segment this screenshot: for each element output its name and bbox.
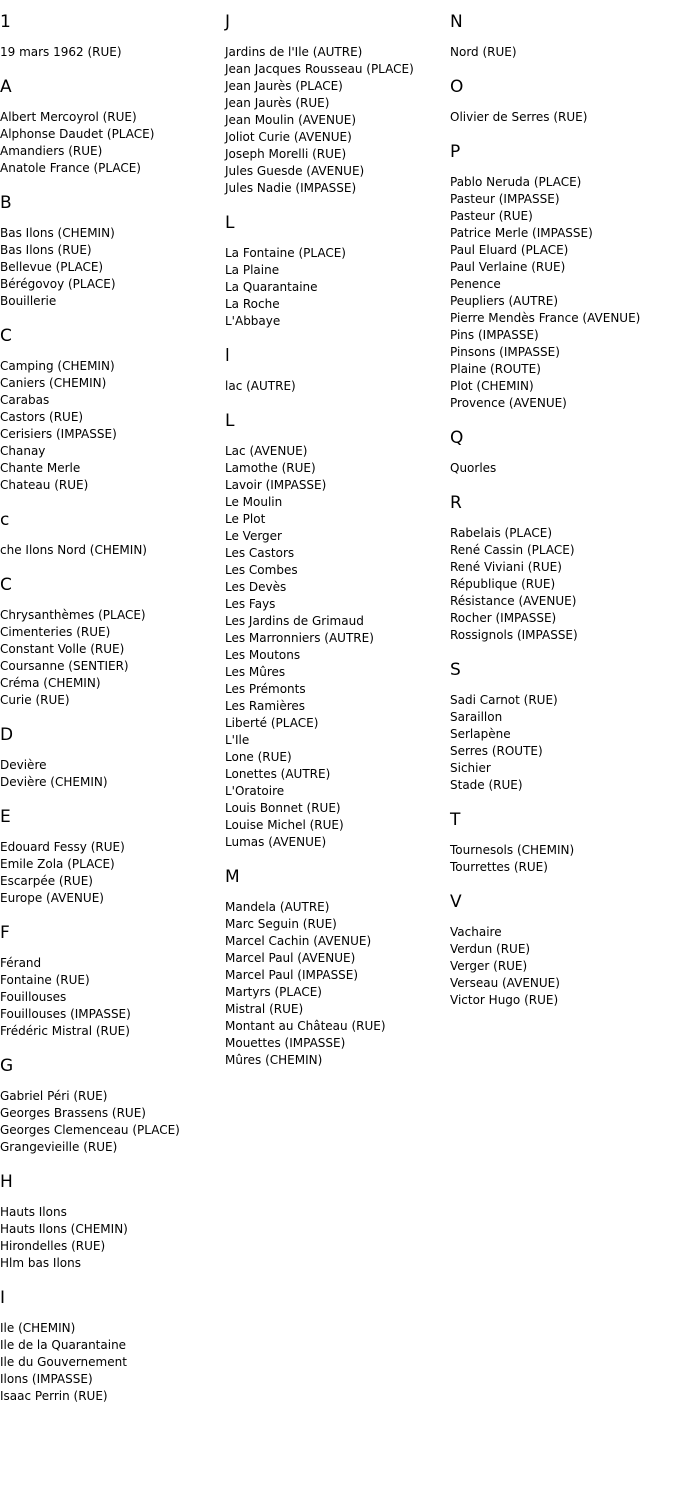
section-letter-heading: C bbox=[0, 326, 12, 346]
street-entry: Jean Jacques Rousseau (PLACE) bbox=[225, 62, 414, 76]
street-entry: Mouettes (IMPASSE) bbox=[225, 1036, 346, 1050]
street-entry: Bérégovoy (PLACE) bbox=[0, 277, 116, 291]
street-entry: Alphonse Daudet (PLACE) bbox=[0, 127, 155, 141]
letter-section bbox=[0, 807, 222, 907]
letter-section bbox=[225, 213, 447, 330]
street-entry: Sichier bbox=[450, 761, 491, 775]
street-entry: Chrysanthèmes (PLACE) bbox=[0, 608, 146, 622]
street-entry: che Ilons Nord (CHEMIN) bbox=[0, 543, 147, 557]
section-letter-heading: 1 bbox=[0, 12, 11, 32]
street-entry: Ilons (IMPASSE) bbox=[0, 1372, 93, 1386]
section-letter-heading: Q bbox=[450, 428, 464, 448]
street-entry: Georges Brassens (RUE) bbox=[0, 1106, 146, 1120]
street-entry: Louise Michel (RUE) bbox=[225, 818, 344, 832]
section-letter-heading: L bbox=[225, 411, 235, 431]
street-entry: Caniers (CHEMIN) bbox=[0, 376, 107, 390]
street-entry: Joseph Morelli (RUE) bbox=[225, 147, 347, 161]
section-letter-heading: I bbox=[0, 1288, 6, 1308]
street-entry: Pasteur (IMPASSE) bbox=[450, 192, 560, 206]
street-entry: Provence (AVENUE) bbox=[450, 396, 567, 410]
letter-section bbox=[450, 660, 672, 794]
street-entry: Lavoir (IMPASSE) bbox=[225, 478, 327, 492]
street-entry: Marcel Paul (AVENUE) bbox=[225, 951, 356, 965]
street-entry: Les Fays bbox=[225, 597, 276, 611]
street-entry: Tourrettes (RUE) bbox=[450, 860, 548, 874]
street-entry: Carabas bbox=[0, 393, 50, 407]
section-letter-heading: R bbox=[450, 493, 462, 513]
street-entry: Lonettes (AUTRE) bbox=[225, 767, 331, 781]
street-entry: Grangevieille (RUE) bbox=[0, 1140, 118, 1154]
street-entry: Marcel Cachin (AVENUE) bbox=[225, 934, 372, 948]
street-entry: Bas Ilons (RUE) bbox=[0, 243, 92, 257]
letter-section bbox=[0, 193, 222, 310]
section-letter-heading: B bbox=[0, 193, 12, 213]
letter-section bbox=[0, 923, 222, 1040]
street-entry: Férand bbox=[0, 956, 42, 970]
section-letter-heading: H bbox=[0, 1172, 13, 1192]
street-entry: Pierre Mendès France (AVENUE) bbox=[450, 311, 641, 325]
street-entry: Liberté (PLACE) bbox=[225, 716, 319, 730]
street-entry: Le Moulin bbox=[225, 495, 283, 509]
street-entry: Lac (AVENUE) bbox=[225, 444, 308, 458]
street-entry: Les Marronniers (AUTRE) bbox=[225, 631, 374, 645]
section-letter-heading: P bbox=[450, 142, 461, 162]
street-entry: Les Combes bbox=[225, 563, 298, 577]
street-entry: Frédéric Mistral (RUE) bbox=[0, 1024, 130, 1038]
letter-section bbox=[0, 326, 222, 494]
street-entry: Le Verger bbox=[225, 529, 282, 543]
street-entry: Cimenteries (RUE) bbox=[0, 625, 111, 639]
index-column-1 bbox=[0, 12, 222, 1421]
street-entry: Serlapène bbox=[450, 727, 511, 741]
letter-section bbox=[450, 892, 672, 1009]
letter-section bbox=[0, 510, 222, 559]
street-entry: Nord (RUE) bbox=[450, 45, 517, 59]
street-entry: Les Moutons bbox=[225, 648, 301, 662]
street-entry: Fouillouses bbox=[0, 990, 67, 1004]
street-entry: Camping (CHEMIN) bbox=[0, 359, 115, 373]
letter-section bbox=[450, 493, 672, 644]
street-entry: Edouard Fessy (RUE) bbox=[0, 840, 125, 854]
street-entry: Lamothe (RUE) bbox=[225, 461, 316, 475]
street-entry: René Cassin (PLACE) bbox=[450, 543, 575, 557]
section-letter-heading: c bbox=[0, 510, 10, 530]
street-entry: Jean Moulin (AVENUE) bbox=[225, 113, 357, 127]
street-entry: Bouillerie bbox=[0, 294, 57, 308]
street-entry: Vachaire bbox=[450, 925, 502, 939]
street-entry: Olivier de Serres (RUE) bbox=[450, 110, 588, 124]
section-letter-heading: O bbox=[450, 77, 464, 97]
street-entry: Martyrs (PLACE) bbox=[225, 985, 322, 999]
street-entry: Les Mûres bbox=[225, 665, 286, 679]
street-entry: Anatole France (PLACE) bbox=[0, 161, 141, 175]
street-entry: Les Prémonts bbox=[225, 682, 306, 696]
street-entry: Fouillouses (IMPASSE) bbox=[0, 1007, 131, 1021]
street-entry: Peupliers (AUTRE) bbox=[450, 294, 559, 308]
street-entry: Jardins de l'Ile (AUTRE) bbox=[225, 45, 363, 59]
street-entry: Hauts Ilons bbox=[0, 1205, 67, 1219]
letter-section bbox=[225, 867, 447, 1069]
street-entry: La Fontaine (PLACE) bbox=[225, 246, 346, 260]
index-column-3 bbox=[450, 12, 672, 1025]
street-entry: Marcel Paul (IMPASSE) bbox=[225, 968, 359, 982]
section-letter-heading: A bbox=[0, 77, 12, 97]
street-entry: La Plaine bbox=[225, 263, 280, 277]
street-entry: L'Oratoire bbox=[225, 784, 285, 798]
street-entry: Bas Ilons (CHEMIN) bbox=[0, 226, 115, 240]
section-letter-heading: D bbox=[0, 725, 14, 745]
letter-section bbox=[0, 77, 222, 177]
street-entry: Emile Zola (PLACE) bbox=[0, 857, 115, 871]
street-entry: Albert Mercoyrol (RUE) bbox=[0, 110, 137, 124]
street-entry: Fontaine (RUE) bbox=[0, 973, 90, 987]
street-entry: Devière bbox=[0, 758, 47, 772]
street-entry: Chante Merle bbox=[0, 461, 81, 475]
street-entry: Stade (RUE) bbox=[450, 778, 523, 792]
street-entry: La Quarantaine bbox=[225, 280, 318, 294]
street-entry: Curie (RUE) bbox=[0, 693, 70, 707]
street-entry: Montant au Château (RUE) bbox=[225, 1019, 386, 1033]
street-entry: Devière (CHEMIN) bbox=[0, 775, 108, 789]
street-entry: La Roche bbox=[225, 297, 280, 311]
street-entry: Serres (ROUTE) bbox=[450, 744, 543, 758]
street-entry: Ile de la Quarantaine bbox=[0, 1338, 127, 1352]
street-entry: Bellevue (PLACE) bbox=[0, 260, 104, 274]
street-entry: Plot (CHEMIN) bbox=[450, 379, 534, 393]
letter-section bbox=[0, 12, 222, 61]
street-entry: Mistral (RUE) bbox=[225, 1002, 304, 1016]
section-letter-heading: T bbox=[450, 810, 461, 830]
street-entry: Pinsons (IMPASSE) bbox=[450, 345, 560, 359]
street-entry: Georges Clemenceau (PLACE) bbox=[0, 1123, 180, 1137]
section-letter-heading: G bbox=[0, 1056, 14, 1076]
letter-section bbox=[225, 346, 447, 395]
street-entry: Jean Jaurès (PLACE) bbox=[225, 79, 343, 93]
section-letter-heading: C bbox=[0, 575, 12, 595]
street-entry: Marc Seguin (RUE) bbox=[225, 917, 337, 931]
street-entry: Les Devès bbox=[225, 580, 287, 594]
letter-section bbox=[450, 428, 672, 477]
street-entry: Ile (CHEMIN) bbox=[0, 1321, 76, 1335]
section-letter-heading: E bbox=[0, 807, 11, 827]
letter-section bbox=[0, 1056, 222, 1156]
street-entry: Paul Eluard (PLACE) bbox=[450, 243, 569, 257]
street-entry: Lumas (AVENUE) bbox=[225, 835, 327, 849]
street-entry: Pasteur (RUE) bbox=[450, 209, 533, 223]
section-letter-heading: J bbox=[225, 12, 231, 32]
street-entry: Gabriel Péri (RUE) bbox=[0, 1089, 108, 1103]
street-entry: Patrice Merle (IMPASSE) bbox=[450, 226, 593, 240]
street-entry: Jules Nadie (IMPASSE) bbox=[225, 181, 357, 195]
street-entry: Lone (RUE) bbox=[225, 750, 292, 764]
street-entry: Les Ramières bbox=[225, 699, 306, 713]
street-entry: Verseau (AVENUE) bbox=[450, 976, 560, 990]
letter-section bbox=[450, 810, 672, 876]
street-entry: Rossignols (IMPASSE) bbox=[450, 628, 578, 642]
street-entry: Hauts Ilons (CHEMIN) bbox=[0, 1222, 128, 1236]
street-entry: Hirondelles (RUE) bbox=[0, 1239, 106, 1253]
street-entry: Quorles bbox=[450, 461, 497, 475]
street-entry: Jean Jaurès (RUE) bbox=[225, 96, 330, 110]
section-letter-heading: F bbox=[0, 923, 10, 943]
letter-section bbox=[450, 12, 672, 61]
street-entry: Hlm bas Ilons bbox=[0, 1256, 81, 1270]
letter-section bbox=[0, 1172, 222, 1272]
street-entry: Constant Volle (RUE) bbox=[0, 642, 125, 656]
index-column-2 bbox=[225, 12, 447, 1085]
section-letter-heading: l bbox=[225, 346, 230, 366]
street-entry: Les Jardins de Grimaud bbox=[225, 614, 364, 628]
street-entry: Escarpée (RUE) bbox=[0, 874, 93, 888]
street-entry: René Viviani (RUE) bbox=[450, 560, 562, 574]
street-entry: Europe (AVENUE) bbox=[0, 891, 104, 905]
street-entry: Tournesols (CHEMIN) bbox=[450, 843, 575, 857]
letter-section bbox=[0, 575, 222, 709]
street-entry: Rocher (IMPASSE) bbox=[450, 611, 557, 625]
street-entry: Victor Hugo (RUE) bbox=[450, 993, 559, 1007]
street-entry: Paul Verlaine (RUE) bbox=[450, 260, 566, 274]
street-entry: Cerisiers (IMPASSE) bbox=[0, 427, 117, 441]
street-entry: L'Ile bbox=[225, 733, 250, 747]
street-entry: Jules Guesde (AVENUE) bbox=[225, 164, 365, 178]
street-entry: Chanay bbox=[0, 444, 46, 458]
street-entry: Coursanne (SENTIER) bbox=[0, 659, 129, 673]
street-entry: Mandela (AUTRE) bbox=[225, 900, 330, 914]
section-letter-heading: M bbox=[225, 867, 240, 887]
letter-section bbox=[450, 77, 672, 126]
section-letter-heading: L bbox=[225, 213, 235, 233]
street-entry: Chateau (RUE) bbox=[0, 478, 89, 492]
street-entry: Mûres (CHEMIN) bbox=[225, 1053, 323, 1067]
section-letter-heading: V bbox=[450, 892, 462, 912]
letter-section bbox=[0, 1288, 222, 1405]
letter-section bbox=[225, 12, 447, 197]
street-entry: Le Plot bbox=[225, 512, 266, 526]
street-entry: Isaac Perrin (RUE) bbox=[0, 1389, 108, 1403]
street-entry: Sadi Carnot (RUE) bbox=[450, 693, 558, 707]
street-entry: Pins (IMPASSE) bbox=[450, 328, 539, 342]
letter-section bbox=[450, 142, 672, 412]
street-entry: Saraillon bbox=[450, 710, 503, 724]
street-entry: Les Castors bbox=[225, 546, 295, 560]
street-entry: L'Abbaye bbox=[225, 314, 281, 328]
section-letter-heading: N bbox=[450, 12, 463, 32]
street-entry: Verdun (RUE) bbox=[450, 942, 531, 956]
street-entry: Pablo Neruda (PLACE) bbox=[450, 175, 582, 189]
street-entry: Joliot Curie (AVENUE) bbox=[225, 130, 352, 144]
street-entry: Ile du Gouvernement bbox=[0, 1355, 127, 1369]
street-entry: lac (AUTRE) bbox=[225, 379, 296, 393]
street-entry: Louis Bonnet (RUE) bbox=[225, 801, 341, 815]
street-entry: Plaine (ROUTE) bbox=[450, 362, 541, 376]
street-entry: Rabelais (PLACE) bbox=[450, 526, 553, 540]
street-entry: Résistance (AVENUE) bbox=[450, 594, 577, 608]
street-entry: Amandiers (RUE) bbox=[0, 144, 103, 158]
street-entry: Créma (CHEMIN) bbox=[0, 676, 101, 690]
street-entry: Verger (RUE) bbox=[450, 959, 528, 973]
street-entry: 19 mars 1962 (RUE) bbox=[0, 45, 122, 59]
section-letter-heading: S bbox=[450, 660, 461, 680]
street-entry: République (RUE) bbox=[450, 577, 556, 591]
letter-section bbox=[0, 725, 222, 791]
street-entry: Penence bbox=[450, 277, 501, 291]
street-entry: Castors (RUE) bbox=[0, 410, 84, 424]
letter-section bbox=[225, 411, 447, 851]
